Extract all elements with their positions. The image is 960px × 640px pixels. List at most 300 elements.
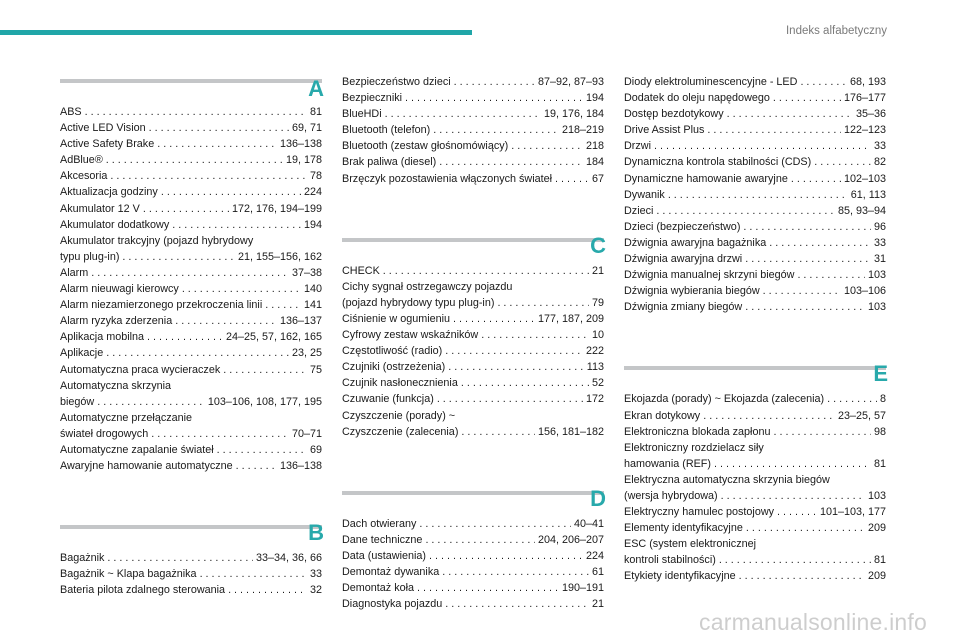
index-entry-term: CHECK <box>342 264 380 277</box>
index-entry <box>342 154 604 170</box>
index-entry-term: Demontaż dywanika <box>342 565 440 578</box>
index-entry-term: Diagnostyka pojazdu <box>342 598 443 611</box>
index-entry-row <box>60 184 322 200</box>
dot-leader <box>385 106 541 122</box>
index-entry-term: Automatyczna praca wycieraczek <box>60 363 221 376</box>
index-entry-pages: 61, 113 <box>850 188 886 201</box>
index-entry <box>342 408 604 440</box>
index-entry-pages: 8 <box>879 393 886 406</box>
index-entry <box>342 391 604 407</box>
dot-leader <box>445 596 589 612</box>
index-entry <box>60 104 322 120</box>
index-entry-term: biegów <box>60 395 95 408</box>
index-entry-row <box>60 442 322 458</box>
index-entry-pages: 32 <box>309 584 322 597</box>
index-entry-row <box>342 375 604 391</box>
dot-leader <box>745 299 865 315</box>
index-entry-pages: 176–177 <box>843 92 886 105</box>
index-entry-term: Elementy identyfikacyjne <box>624 522 743 535</box>
index-entry-pages: 67 <box>591 172 604 185</box>
index-entry-term: Dźwignia awaryjna bagażnika <box>624 236 767 249</box>
dot-leader <box>668 187 848 203</box>
index-entry-row <box>624 138 886 154</box>
dot-leader <box>437 391 583 407</box>
index-entry-pages: 19, 176, 184 <box>543 108 604 121</box>
index-entry-term: świateł drogowych <box>60 427 149 440</box>
dot-leader <box>265 297 301 313</box>
index-entry-term-line: Cichy sygnał ostrzegawczy pojazdu <box>342 280 513 293</box>
dot-leader <box>143 201 229 217</box>
index-entry-term: Bezpieczeństwo dzieci <box>342 76 451 88</box>
index-entry-term: Dodatek do oleju napędowego <box>624 92 770 105</box>
index-entry-pages: 184 <box>585 156 604 169</box>
dot-leader <box>769 235 871 251</box>
dot-leader <box>439 154 583 170</box>
index-entry <box>342 138 604 154</box>
index-entry <box>60 458 322 474</box>
index-entry-row <box>60 136 322 152</box>
index-entry-pages: 78 <box>309 170 322 183</box>
index-entry-pages: 21 <box>591 598 604 611</box>
section-header <box>60 520 322 544</box>
dot-leader <box>453 311 535 327</box>
index-entry-row <box>624 391 886 407</box>
index-entry-row <box>624 408 886 424</box>
index-entry-pages: 172 <box>585 393 604 406</box>
index-entry-row <box>342 359 604 375</box>
section-letter: E <box>873 361 888 387</box>
index-entry-pages: 61 <box>591 565 604 578</box>
index-entry <box>624 74 886 90</box>
section-header <box>60 74 324 101</box>
dot-leader <box>200 566 307 582</box>
index-entry <box>624 299 886 315</box>
index-entry-term: Aplikacja mobilna <box>60 331 145 344</box>
index-entry-term: Alarm ryzyka zderzenia <box>60 315 173 328</box>
index-entry <box>60 152 322 168</box>
section-letter: D <box>590 485 606 511</box>
dot-leader <box>106 345 289 361</box>
dot-leader <box>555 171 589 187</box>
dot-leader <box>107 550 253 566</box>
index-entry-pages: 33–34, 36, 66 <box>255 552 322 565</box>
dot-leader <box>461 424 535 440</box>
index-entry-pages: 218–219 <box>561 124 604 137</box>
index-entry <box>624 267 886 283</box>
index-column-3 <box>624 74 886 585</box>
index-entry-pages: 204, 206–207 <box>537 533 604 546</box>
index-entry <box>342 548 604 564</box>
index-entry-row <box>624 267 886 283</box>
index-entry-term: Aplikacje <box>60 347 104 360</box>
index-entry-term: Dźwignia zmiany biegów <box>624 301 743 314</box>
index-entry-term: Dostęp bezdotykowy <box>624 108 724 121</box>
header-accent-bar <box>0 30 472 35</box>
index-entry-term: Ekran dotykowy <box>624 409 701 422</box>
index-entry-term: Dzieci (bezpieczeństwo) <box>624 220 741 233</box>
index-entry-term: kontroli stabilności) <box>624 554 716 567</box>
index-entry-term: Ciśnienie w ogumieniu <box>342 312 451 325</box>
index-entry <box>60 329 322 345</box>
index-entry <box>60 217 322 233</box>
index-entry-term: Bluetooth (telefon) <box>342 124 431 137</box>
section-rule <box>60 525 322 529</box>
index-entry-row <box>624 456 886 472</box>
index-entry-pages: 177, 187, 209 <box>537 312 604 325</box>
dot-leader <box>656 203 835 219</box>
index-entry-row <box>60 458 322 474</box>
index-entry <box>624 424 886 440</box>
index-entry-pages: 85, 93–94 <box>837 204 886 217</box>
dot-leader <box>511 138 583 154</box>
index-entry-pages: 68, 193 <box>849 76 886 88</box>
index-entry-term: Dynamiczna kontrola stabilności (CDS) <box>624 156 812 169</box>
dot-leader <box>481 327 589 343</box>
index-entry <box>342 74 604 90</box>
section-header <box>342 486 604 510</box>
dot-leader <box>727 106 853 122</box>
index-entry-row <box>624 504 886 520</box>
index-entry-pages: 19, 178 <box>285 154 322 167</box>
index-entry-term: Active LED Vision <box>60 122 146 135</box>
index-entry <box>342 327 604 343</box>
dot-leader <box>405 90 583 106</box>
index-entry-pages: 218 <box>585 140 604 153</box>
dot-leader <box>719 552 871 568</box>
dot-leader <box>417 580 559 596</box>
dot-leader <box>743 219 871 235</box>
index-entry-row <box>624 552 886 568</box>
index-entry-term-line: ESC (system elektronicznej <box>624 538 757 551</box>
index-entry-row <box>342 327 604 343</box>
index-entry-row <box>342 122 604 138</box>
index-entry-pages: 81 <box>873 457 886 470</box>
index-entry-pages: 23, 25 <box>291 347 322 360</box>
index-entry-term: Elektroniczna blokada zapłonu <box>624 425 771 438</box>
dot-leader <box>707 122 841 138</box>
index-entry-term: Demontaż koła <box>342 582 415 595</box>
index-entry-pages: 194 <box>303 218 322 231</box>
index-entry <box>60 136 322 152</box>
index-entry-term: Active Safety Brake <box>60 138 155 151</box>
dot-leader <box>739 568 865 584</box>
index-entry-row <box>624 568 886 584</box>
index-entry-term: ABS <box>60 106 82 118</box>
index-entry <box>60 281 322 297</box>
index-entry <box>342 359 604 375</box>
index-entry-pages: 103 <box>867 489 886 502</box>
index-entry-pages: 103–106, 108, 177, 195 <box>207 395 322 408</box>
index-entry <box>342 263 604 279</box>
section-letter: A <box>308 76 324 101</box>
index-entry-term: Bagażnik <box>60 552 105 565</box>
index-entry-term-line: Czyszczenie (porady) ~ <box>342 409 456 422</box>
dot-leader <box>703 408 835 424</box>
index-entry <box>342 564 604 580</box>
index-entry <box>342 532 604 548</box>
index-entry-row <box>60 152 322 168</box>
dot-leader <box>157 136 277 152</box>
index-entry-row <box>342 90 604 106</box>
index-entry-row <box>624 74 886 90</box>
index-entry <box>624 219 886 235</box>
section-letter: C <box>590 232 606 258</box>
index-entry <box>624 203 886 219</box>
index-entry-term: Alarm <box>60 266 89 279</box>
index-entry-term-line: Akumulator trakcyjny (pojazd hybrydowy <box>60 234 254 247</box>
dot-leader <box>445 343 583 359</box>
dot-leader <box>454 74 535 90</box>
dot-leader <box>175 313 277 329</box>
index-entry-row <box>60 201 322 217</box>
dot-leader <box>797 267 865 283</box>
index-entry-row <box>60 168 322 184</box>
index-entry-term: Akumulator dodatkowy <box>60 218 170 231</box>
dot-leader <box>236 458 277 474</box>
index-entry-pages: 136–138 <box>279 138 322 151</box>
index-entry-row <box>624 251 886 267</box>
index-entry-row <box>624 299 886 315</box>
index-entry-pages: 23–25, 57 <box>837 409 886 422</box>
index-entry <box>60 582 322 598</box>
index-entry-term: Bateria pilota zdalnego sterowania <box>60 584 226 597</box>
index-entry <box>60 550 322 566</box>
section-letter: B <box>308 520 324 546</box>
dot-leader <box>714 456 871 472</box>
dot-leader <box>433 122 559 138</box>
index-entry-row <box>60 104 322 120</box>
index-entry <box>60 168 322 184</box>
index-entry <box>624 90 886 106</box>
index-entry <box>624 520 886 536</box>
index-entry-row <box>624 187 886 203</box>
index-entry-pages: 190–191 <box>561 582 604 595</box>
dot-leader <box>172 217 301 233</box>
dot-leader <box>223 362 307 378</box>
index-entry-pages: 21 <box>591 264 604 277</box>
index-entry-row <box>60 426 322 442</box>
index-entry-term: Diody elektroluminescencyjne - LED <box>624 76 798 88</box>
index-entry <box>624 138 886 154</box>
index-entry-term: Dywanik <box>624 188 665 201</box>
dot-leader <box>97 394 205 410</box>
index-entry-pages: 122–123 <box>843 124 886 137</box>
index-entry-pages: 70–71 <box>291 427 322 440</box>
index-entry-pages: 33 <box>873 236 886 249</box>
index-entry-term: Automatyczne zapalanie świateł <box>60 443 214 456</box>
index-entry-pages: 172, 176, 194–199 <box>231 202 322 215</box>
index-entry-row <box>60 582 322 598</box>
index-entry-term: Czujnik nasłonecznienia <box>342 377 458 390</box>
index-entry-pages: 35–36 <box>855 108 886 121</box>
index-entry-pages: 69, 71 <box>291 122 322 135</box>
index-entry <box>60 120 322 136</box>
index-entry <box>624 504 886 520</box>
section-spacer <box>342 440 604 486</box>
dot-leader <box>654 138 871 154</box>
index-entry-pages: 21, 155–156, 162 <box>237 250 322 263</box>
index-entry-term: Dzieci <box>624 204 654 217</box>
index-entry-term: Dźwignia manualnej skrzyni biegów <box>624 269 795 282</box>
index-entry-pages: 81 <box>873 554 886 567</box>
index-entry <box>624 440 886 472</box>
index-entry <box>624 171 886 187</box>
index-entry-row <box>342 311 604 327</box>
index-entry-term: (wersja hybrydowa) <box>624 489 718 502</box>
section-rule <box>624 366 886 370</box>
dot-leader <box>777 504 817 520</box>
index-entry-row <box>624 106 886 122</box>
index-entry-row <box>342 138 604 154</box>
index-entry-row <box>624 154 886 170</box>
dot-leader <box>383 263 589 279</box>
index-entry-term: typu plug-in) <box>60 250 120 263</box>
index-entry <box>342 171 604 187</box>
index-entry-term-line: Automatyczna skrzynia <box>60 379 172 392</box>
index-entry <box>342 375 604 391</box>
index-entry <box>624 106 886 122</box>
index-entry-row <box>342 516 604 532</box>
index-entry-pages: 81 <box>309 106 322 118</box>
dot-leader <box>419 516 571 532</box>
index-entry <box>342 122 604 138</box>
index-entry <box>624 472 886 504</box>
index-entry-row <box>342 106 604 122</box>
index-entry-row <box>60 566 322 582</box>
index-entry-pages: 103 <box>867 269 886 282</box>
index-entry-row <box>60 394 322 410</box>
index-entry-row <box>60 217 322 233</box>
index-entry-pages: 136–138 <box>279 460 322 473</box>
index-entry-term: Alarm niezamierzonego przekroczenia linii <box>60 299 263 312</box>
index-entry <box>624 408 886 424</box>
index-entry-row <box>624 520 886 536</box>
dot-leader <box>85 104 307 120</box>
index-entry-term-line: Elektryczna automatyczna skrzynia biegów <box>624 473 830 486</box>
index-entry-term: Drzwi <box>624 140 651 153</box>
index-entry-row <box>60 329 322 345</box>
index-entry-row <box>624 219 886 235</box>
index-entry-term: Dźwignia wybierania biegów <box>624 285 760 298</box>
index-entry-row <box>60 313 322 329</box>
index-entry-pages: 33 <box>309 568 322 581</box>
index-entry-pages: 82 <box>873 156 886 169</box>
index-entry <box>342 90 604 106</box>
index-entry-row <box>624 283 886 299</box>
index-entry-pages: 103–106 <box>843 285 886 298</box>
index-entry-term: Brak paliwa (diesel) <box>342 156 437 169</box>
index-entry-row <box>342 532 604 548</box>
dot-leader <box>791 171 841 187</box>
index-entry-term: Data (ustawienia) <box>342 549 427 562</box>
index-entry-row <box>60 120 322 136</box>
index-entry-term: Cyfrowy zestaw wskaźników <box>342 329 479 342</box>
index-entry <box>60 313 322 329</box>
index-entry-pages: 52 <box>591 377 604 390</box>
index-entry-pages: 37–38 <box>291 266 322 279</box>
section-header <box>342 233 604 257</box>
index-entry-row <box>60 345 322 361</box>
index-entry-term: Czyszczenie (zalecenia) <box>342 425 459 438</box>
index-entry <box>624 536 886 568</box>
index-entry-row <box>624 122 886 138</box>
section-spacer <box>342 187 604 233</box>
index-entry-row <box>342 596 604 612</box>
index-entry-pages: 33 <box>873 140 886 153</box>
index-entry-term: Etykiety identyfikacyjne <box>624 570 736 583</box>
index-entry-row <box>624 235 886 251</box>
dot-leader <box>429 548 583 564</box>
index-entry-pages: 141 <box>303 299 322 312</box>
index-entry-row <box>60 362 322 378</box>
index-entry-pages: 75 <box>309 363 322 376</box>
index-entry-pages: 87–92, 87–93 <box>537 76 604 88</box>
index-entry <box>342 596 604 612</box>
dot-leader <box>110 168 307 184</box>
dot-leader <box>147 329 223 345</box>
index-entry-row <box>342 391 604 407</box>
index-entry-term: Bluetooth (zestaw głośnomówiący) <box>342 140 509 153</box>
index-entry <box>342 106 604 122</box>
watermark: carmanualsonline.info <box>699 609 927 635</box>
index-entry <box>624 568 886 584</box>
index-entry-row <box>342 154 604 170</box>
index-column-1 <box>60 74 322 598</box>
index-entry-term: Dach otwierany <box>342 517 417 530</box>
index-entry-pages: 224 <box>585 549 604 562</box>
index-entry-term: Czujniki (ostrzeżenia) <box>342 361 446 374</box>
index-entry-pages: 113 <box>586 361 604 374</box>
index-entry-term: Akcesoria <box>60 170 108 183</box>
index-entry-row <box>342 263 604 279</box>
index-entry-term: (pojazd hybrydowy typu plug-in) <box>342 296 495 309</box>
dot-leader <box>151 426 289 442</box>
index-entry-row <box>624 424 886 440</box>
index-entry-pages: 209 <box>867 570 886 583</box>
index-entry <box>624 251 886 267</box>
index-entry-pages: 222 <box>585 345 604 358</box>
index-entry-term: BlueHDi <box>342 108 382 121</box>
index-entry-term: AdBlue® <box>60 154 103 167</box>
dot-leader <box>800 74 847 90</box>
dot-leader <box>745 251 871 267</box>
index-entry <box>60 410 322 442</box>
dot-leader <box>827 391 877 407</box>
index-entry-row <box>342 74 604 90</box>
dot-leader <box>106 152 283 168</box>
index-entry-term-line: Automatyczne przełączanie <box>60 411 193 424</box>
index-entry <box>624 235 886 251</box>
index-entry-row <box>624 203 886 219</box>
index-entry-row <box>60 265 322 281</box>
index-entry <box>624 122 886 138</box>
index-entry-pages: 194 <box>585 92 604 105</box>
index-entry-row <box>624 90 886 106</box>
dot-leader <box>228 582 307 598</box>
index-entry <box>60 297 322 313</box>
index-entry <box>60 378 322 410</box>
index-entry-term: Bezpieczniki <box>342 92 403 105</box>
index-entry-pages: 101–103, 177 <box>819 506 886 519</box>
index-entry-row <box>60 281 322 297</box>
index-entry-term: Alarm nieuwagi kierowcy <box>60 283 179 296</box>
dot-leader <box>91 265 289 281</box>
index-entry-term: Ekojazda (porady) ~ Ekojazda (zalecenia) <box>624 393 825 406</box>
section-header <box>624 361 886 385</box>
index-entry <box>60 265 322 281</box>
dot-leader <box>746 520 865 536</box>
index-entry <box>60 233 322 265</box>
